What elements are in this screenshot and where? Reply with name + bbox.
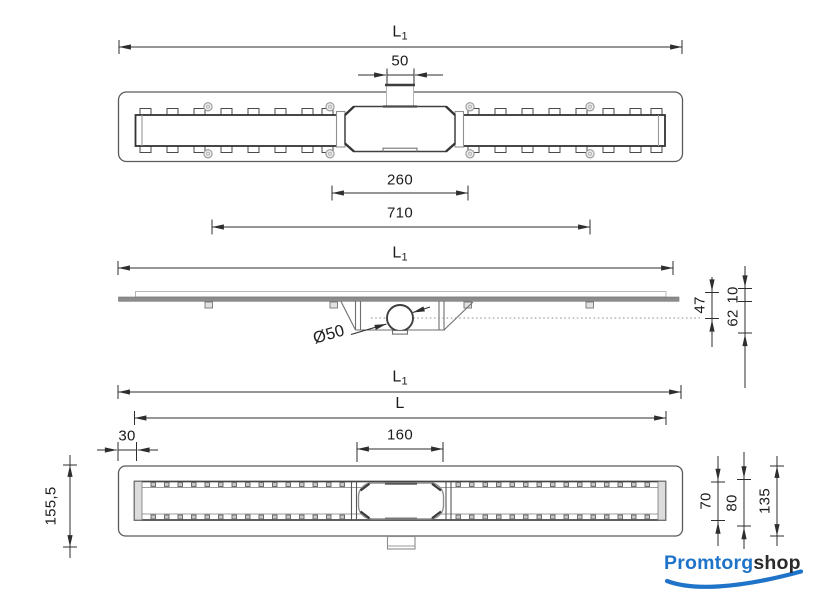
grate-tick (205, 515, 210, 519)
dim-text: 70 (697, 492, 715, 510)
grate-tick (591, 515, 596, 519)
grate-tick (151, 483, 156, 487)
dim-label-height-10 (725, 286, 742, 303)
grate-tick (178, 483, 183, 487)
dim-text: 50 (391, 52, 409, 70)
clip-tab (221, 109, 232, 116)
clip-tab (651, 109, 662, 116)
outlet-pipe-side (387, 305, 413, 331)
dim-label-depth-47 (692, 296, 709, 313)
clip-tab (549, 146, 560, 153)
screw-hole-icon (586, 150, 594, 158)
grate-tick (327, 483, 332, 487)
dim-text: Ø50 (310, 321, 347, 348)
clip-tab (140, 109, 151, 116)
clip-tab (330, 302, 338, 308)
grate-tick (524, 483, 529, 487)
grate-tick (605, 483, 610, 487)
grate-tick (300, 515, 305, 519)
clip-tab (549, 109, 560, 116)
grate-tick (591, 483, 596, 487)
screw-hole-icon (326, 150, 334, 158)
clip-tab (167, 109, 178, 116)
grate-tick (632, 515, 637, 519)
dim-text: 30 (118, 427, 136, 445)
grate-tick (497, 515, 502, 519)
dim-label-mounting-span (387, 205, 413, 222)
dim-label-outlet-width (391, 53, 408, 70)
clip-tab (495, 109, 506, 116)
dim-text: 710 (387, 204, 413, 222)
clip-tab (140, 146, 151, 153)
screw-hole-icon (466, 150, 474, 158)
grate-tick (524, 515, 529, 519)
clip-tab (522, 109, 533, 116)
grate-tick (618, 483, 623, 487)
clip-tab (194, 146, 205, 153)
dim-label-channel-length (395, 395, 404, 413)
grate-tick (537, 483, 542, 487)
dim-label-top-overall (392, 24, 407, 43)
clip-tab (205, 302, 213, 308)
dim-text: L (395, 395, 405, 412)
channel-endcap-left (135, 482, 143, 521)
dim-label-side-overall (392, 245, 407, 264)
clip-tab (275, 146, 286, 153)
channel-endcap-right (658, 482, 666, 521)
clip-tab (576, 146, 587, 153)
dim-sub: 1 (401, 375, 408, 388)
clip-tab (603, 146, 614, 153)
outlet-pipe-bottom (388, 537, 416, 550)
dim-text: L (392, 368, 402, 386)
grate-tick (340, 515, 345, 519)
grate-tick (192, 515, 197, 519)
grate-tick (232, 483, 237, 487)
clip-tab (221, 146, 232, 153)
grate-tick (497, 483, 502, 487)
dim-text: 47 (691, 296, 709, 314)
dim-label-inner-width (698, 492, 715, 509)
clip-tab (495, 146, 506, 153)
dim-label-outer-width (724, 494, 741, 511)
grate-tick (259, 515, 264, 519)
grate-tick (259, 483, 264, 487)
grate-tick (632, 483, 637, 487)
grate-tick (578, 483, 583, 487)
dim-sub: 1 (401, 251, 408, 264)
grate-tick (286, 515, 291, 519)
dim-label-bottom-overall (392, 369, 407, 388)
logo-secondary-text: shop (753, 552, 801, 574)
dim-text: 260 (387, 171, 413, 189)
grate-profile (136, 292, 667, 298)
grate-tick (578, 515, 583, 519)
dim-label-drain-assembly (387, 172, 413, 189)
clip-tab (586, 302, 594, 308)
grate-tick (551, 483, 556, 487)
channel-profile-bar (119, 297, 680, 301)
clip-tab (167, 146, 178, 153)
grate-tick (273, 483, 278, 487)
dim-text: 160 (387, 426, 413, 444)
clip-tab (630, 146, 641, 153)
clip-tab (194, 109, 205, 116)
clip-tab (302, 146, 313, 153)
dim-text: 155,5 (42, 486, 60, 526)
grate-tick (483, 483, 488, 487)
grate-tick (313, 515, 318, 519)
clip-tab (576, 109, 587, 116)
grate-tick (300, 483, 305, 487)
dim-label-depth-62 (725, 309, 742, 326)
dim-text: 80 (723, 493, 741, 512)
grate-tick (313, 483, 318, 487)
dim-sub: 1 (401, 30, 408, 43)
clip-tab (302, 109, 313, 116)
grate-tick (232, 515, 237, 519)
grate-tick (151, 515, 156, 519)
clip-tab (603, 109, 614, 116)
grate-tick (564, 515, 569, 519)
grate-tick (219, 515, 224, 519)
grate-tick (456, 483, 461, 487)
grate-tick (178, 515, 183, 519)
dimension-lines-side (118, 261, 752, 388)
grate-tick (537, 515, 542, 519)
dim-text: L (392, 244, 402, 262)
grate-tick (273, 515, 278, 519)
screw-hole-icon (204, 103, 212, 111)
drain-sleeve-left (337, 112, 346, 148)
dim-text: 62 (724, 308, 742, 327)
grate-tick (483, 515, 488, 519)
dim-label-body-width (757, 488, 774, 514)
grate-tick (327, 515, 332, 519)
screw-hole-icon (204, 150, 212, 158)
left-channel (136, 115, 339, 146)
grate-tick (564, 483, 569, 487)
grate-tick (618, 515, 623, 519)
dim-label-overall-width (43, 486, 60, 525)
bottom-view-drawing (63, 385, 784, 558)
right-channel (462, 115, 666, 146)
clip-tab (275, 109, 286, 116)
dim-text: 135 (756, 488, 774, 514)
logo-primary-text: Promtorg (664, 552, 754, 574)
grate-tick (510, 483, 515, 487)
grate-tick (246, 515, 251, 519)
grate-tick (205, 483, 210, 487)
side-view-drawing (118, 261, 752, 388)
clip-tab (630, 109, 641, 116)
grate-tick (165, 515, 170, 519)
dim-text: L (392, 23, 402, 41)
drain-housing-bottom-view (359, 483, 444, 519)
grate-tick (645, 483, 650, 487)
drain-sleeve-right (455, 112, 464, 148)
grate-tick (165, 483, 170, 487)
grate-tick (192, 483, 197, 487)
grate-tick (340, 483, 345, 487)
drain-housing-top-view (345, 107, 455, 152)
grate-tick (605, 515, 610, 519)
dim-label-edge-offset (118, 428, 135, 445)
screw-hole-icon (466, 103, 474, 111)
grate-tick (510, 515, 515, 519)
screw-hole-icon (586, 103, 594, 111)
promtorgshop-logo (664, 552, 801, 575)
grate-tick (470, 515, 475, 519)
dim-label-housing-length (387, 427, 413, 444)
clip-tab (522, 146, 533, 153)
screw-hole-icon (326, 103, 334, 111)
clip-tab (248, 146, 259, 153)
grate-tick (286, 483, 291, 487)
grate-tick (219, 483, 224, 487)
grate-tick (246, 483, 251, 487)
grate-tick (551, 515, 556, 519)
grate-tick (456, 515, 461, 519)
clip-tab (248, 109, 259, 116)
grate-tick (645, 515, 650, 519)
clip-tab (651, 146, 662, 153)
outlet-pipe-tab (393, 331, 408, 335)
dim-text: 10 (724, 286, 742, 304)
grate-tick (470, 483, 475, 487)
